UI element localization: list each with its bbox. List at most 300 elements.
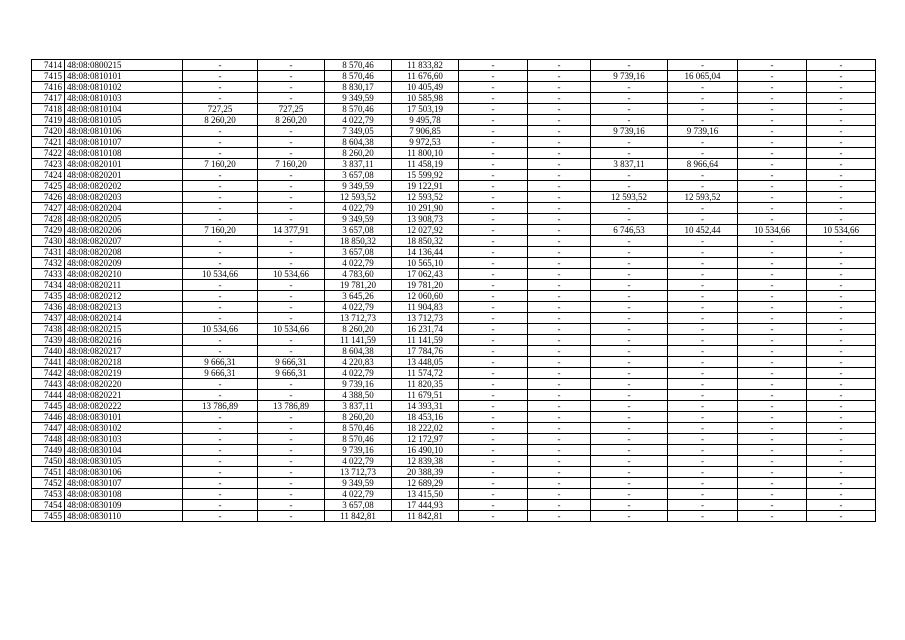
row-number-cell: 7415: [32, 71, 65, 82]
cadastral-number-cell: 48:08:0820207: [65, 236, 183, 247]
row-number-cell: 7443: [32, 379, 65, 390]
value-cell-6: 10 565,10: [392, 258, 459, 269]
value-cell-7: -: [459, 181, 528, 192]
value-cell-9: 9 739,16: [591, 126, 668, 137]
value-cell-11: -: [738, 313, 807, 324]
value-cell-7: -: [459, 258, 528, 269]
cadastral-number-cell: 48:08:0810102: [65, 82, 183, 93]
value-cell-8: -: [528, 203, 591, 214]
value-cell-8: -: [528, 357, 591, 368]
cadastral-number-cell: 48:08:0820101: [65, 159, 183, 170]
value-cell-11: -: [738, 335, 807, 346]
value-cell-3: 9 666,31: [183, 357, 258, 368]
value-cell-8: -: [528, 313, 591, 324]
value-cell-11: -: [738, 302, 807, 313]
cadastral-number-cell: 48:08:0820214: [65, 313, 183, 324]
value-cell-4: -: [258, 137, 325, 148]
value-cell-3: -: [183, 192, 258, 203]
value-cell-10: 8 966,64: [668, 159, 738, 170]
value-cell-8: -: [528, 390, 591, 401]
row-number-cell: 7427: [32, 203, 65, 214]
value-cell-7: -: [459, 170, 528, 181]
value-cell-3: 8 260,20: [183, 115, 258, 126]
table-row: [32, 104, 876, 115]
cadastral-number-cell: 48:08:0820218: [65, 357, 183, 368]
value-cell-7: -: [459, 346, 528, 357]
value-cell-10: -: [668, 489, 738, 500]
value-cell-9: -: [591, 511, 668, 522]
value-cell-9: -: [591, 445, 668, 456]
value-cell-4: -: [258, 379, 325, 390]
value-cell-6: 9 972,53: [392, 137, 459, 148]
value-cell-6: 17 784,76: [392, 346, 459, 357]
value-cell-4: -: [258, 423, 325, 434]
value-cell-4: -: [258, 390, 325, 401]
value-cell-6: 11 833,82: [392, 60, 459, 71]
table-body: [32, 60, 876, 522]
row-number-cell: 7432: [32, 258, 65, 269]
row-number-cell: 7446: [32, 412, 65, 423]
value-cell-6: 19 122,91: [392, 181, 459, 192]
value-cell-12: -: [807, 269, 876, 280]
value-cell-4: -: [258, 247, 325, 258]
cadastral-number-cell: 48:08:0820208: [65, 247, 183, 258]
value-cell-8: -: [528, 412, 591, 423]
value-cell-12: -: [807, 203, 876, 214]
value-cell-10: 16 065,04: [668, 71, 738, 82]
value-cell-4: 9 666,31: [258, 368, 325, 379]
value-cell-10: 12 593,52: [668, 192, 738, 203]
value-cell-6: 11 574,72: [392, 368, 459, 379]
value-cell-3: -: [183, 203, 258, 214]
value-cell-5: 13 712,73: [325, 313, 392, 324]
value-cell-6: 13 448,05: [392, 357, 459, 368]
row-number-cell: 7439: [32, 335, 65, 346]
cadastral-number-cell: 48:08:0820221: [65, 390, 183, 401]
value-cell-9: -: [591, 115, 668, 126]
cadastral-number-cell: 48:08:0820204: [65, 203, 183, 214]
value-cell-11: -: [738, 82, 807, 93]
value-cell-9: -: [591, 181, 668, 192]
table-row: [32, 258, 876, 269]
value-cell-12: -: [807, 434, 876, 445]
value-cell-11: -: [738, 126, 807, 137]
value-cell-10: -: [668, 379, 738, 390]
value-cell-10: -: [668, 247, 738, 258]
value-cell-8: -: [528, 324, 591, 335]
value-cell-6: 10 585,98: [392, 93, 459, 104]
value-cell-12: -: [807, 159, 876, 170]
value-cell-7: -: [459, 60, 528, 71]
value-cell-6: 11 676,60: [392, 71, 459, 82]
row-number-cell: 7426: [32, 192, 65, 203]
value-cell-9: -: [591, 500, 668, 511]
value-cell-7: -: [459, 412, 528, 423]
value-cell-5: 9 349,59: [325, 93, 392, 104]
value-cell-5: 11 141,59: [325, 335, 392, 346]
value-cell-7: -: [459, 82, 528, 93]
value-cell-7: -: [459, 489, 528, 500]
table-row: [32, 247, 876, 258]
value-cell-10: -: [668, 401, 738, 412]
value-cell-12: -: [807, 445, 876, 456]
row-number-cell: 7423: [32, 159, 65, 170]
value-cell-8: -: [528, 269, 591, 280]
value-cell-3: -: [183, 247, 258, 258]
cadastral-number-cell: 48:08:0820205: [65, 214, 183, 225]
value-cell-9: -: [591, 401, 668, 412]
row-number-cell: 7454: [32, 500, 65, 511]
value-cell-4: -: [258, 291, 325, 302]
cadastral-number-cell: 48:08:0830107: [65, 478, 183, 489]
row-number-cell: 7441: [32, 357, 65, 368]
value-cell-6: 12 060,60: [392, 291, 459, 302]
value-cell-12: -: [807, 126, 876, 137]
cadastral-number-cell: 48:08:0820210: [65, 269, 183, 280]
cadastral-number-cell: 48:08:0820209: [65, 258, 183, 269]
value-cell-11: -: [738, 478, 807, 489]
value-cell-5: 4 022,79: [325, 115, 392, 126]
value-cell-10: -: [668, 390, 738, 401]
value-cell-8: -: [528, 60, 591, 71]
value-cell-12: -: [807, 478, 876, 489]
value-cell-8: -: [528, 247, 591, 258]
value-cell-3: -: [183, 291, 258, 302]
value-cell-8: -: [528, 280, 591, 291]
value-cell-11: -: [738, 104, 807, 115]
value-cell-8: -: [528, 346, 591, 357]
value-cell-12: -: [807, 302, 876, 313]
value-cell-7: -: [459, 445, 528, 456]
value-cell-6: 18 453,16: [392, 412, 459, 423]
value-cell-11: -: [738, 489, 807, 500]
value-cell-5: 4 220,83: [325, 357, 392, 368]
value-cell-7: -: [459, 434, 528, 445]
row-number-cell: 7421: [32, 137, 65, 148]
value-cell-12: -: [807, 423, 876, 434]
value-cell-6: 9 495,78: [392, 115, 459, 126]
value-cell-8: -: [528, 368, 591, 379]
value-cell-6: 14 393,31: [392, 401, 459, 412]
row-number-cell: 7416: [32, 82, 65, 93]
value-cell-3: -: [183, 478, 258, 489]
value-cell-8: -: [528, 478, 591, 489]
value-cell-9: 3 837,11: [591, 159, 668, 170]
value-cell-4: -: [258, 478, 325, 489]
table-row: [32, 170, 876, 181]
value-cell-12: -: [807, 357, 876, 368]
value-cell-3: -: [183, 137, 258, 148]
value-cell-11: -: [738, 511, 807, 522]
value-cell-4: -: [258, 170, 325, 181]
table-row: [32, 159, 876, 170]
value-cell-4: -: [258, 203, 325, 214]
value-cell-10: -: [668, 313, 738, 324]
value-cell-11: -: [738, 214, 807, 225]
value-cell-4: 727,25: [258, 104, 325, 115]
table-row: [32, 412, 876, 423]
value-cell-5: 4 783,60: [325, 269, 392, 280]
value-cell-7: -: [459, 335, 528, 346]
value-cell-5: 4 022,79: [325, 302, 392, 313]
row-number-cell: 7429: [32, 225, 65, 236]
row-number-cell: 7450: [32, 456, 65, 467]
value-cell-11: -: [738, 148, 807, 159]
value-cell-5: 19 781,20: [325, 280, 392, 291]
row-number-cell: 7418: [32, 104, 65, 115]
value-cell-6: 19 781,20: [392, 280, 459, 291]
value-cell-8: -: [528, 71, 591, 82]
value-cell-6: 15 599,92: [392, 170, 459, 181]
value-cell-8: -: [528, 456, 591, 467]
row-number-cell: 7444: [32, 390, 65, 401]
value-cell-3: -: [183, 71, 258, 82]
cadastral-number-cell: 48:08:0830104: [65, 445, 183, 456]
value-cell-5: 8 570,46: [325, 434, 392, 445]
value-cell-7: -: [459, 500, 528, 511]
value-cell-11: -: [738, 93, 807, 104]
value-cell-6: 12 593,52: [392, 192, 459, 203]
cadastral-number-cell: 48:08:0830108: [65, 489, 183, 500]
cadastral-number-cell: 48:08:0810105: [65, 115, 183, 126]
value-cell-5: 3 837,11: [325, 159, 392, 170]
value-cell-12: -: [807, 170, 876, 181]
cadastral-number-cell: 48:08:0820213: [65, 302, 183, 313]
value-cell-5: 8 570,46: [325, 423, 392, 434]
value-cell-7: -: [459, 478, 528, 489]
value-cell-3: -: [183, 390, 258, 401]
value-cell-8: -: [528, 148, 591, 159]
table-row: [32, 500, 876, 511]
value-cell-7: -: [459, 225, 528, 236]
value-cell-12: -: [807, 236, 876, 247]
value-cell-9: -: [591, 467, 668, 478]
value-cell-11: -: [738, 247, 807, 258]
cadastral-number-cell: 48:08:0820206: [65, 225, 183, 236]
value-cell-5: 4 022,79: [325, 203, 392, 214]
value-cell-11: -: [738, 423, 807, 434]
value-cell-12: -: [807, 379, 876, 390]
value-cell-3: -: [183, 379, 258, 390]
cadastral-number-cell: 48:08:0820202: [65, 181, 183, 192]
value-cell-8: -: [528, 225, 591, 236]
value-cell-6: 13 908,73: [392, 214, 459, 225]
value-cell-10: 9 739,16: [668, 126, 738, 137]
value-cell-3: 7 160,20: [183, 225, 258, 236]
value-cell-9: -: [591, 423, 668, 434]
table-row: [32, 511, 876, 522]
value-cell-9: -: [591, 60, 668, 71]
value-cell-8: -: [528, 291, 591, 302]
cadastral-number-cell: 48:08:0830102: [65, 423, 183, 434]
value-cell-6: 17 444,93: [392, 500, 459, 511]
table-row: [32, 489, 876, 500]
value-cell-7: -: [459, 280, 528, 291]
value-cell-10: -: [668, 302, 738, 313]
value-cell-3: -: [183, 456, 258, 467]
value-cell-5: 3 657,08: [325, 225, 392, 236]
value-cell-5: 9 349,59: [325, 181, 392, 192]
value-cell-10: -: [668, 478, 738, 489]
value-cell-9: -: [591, 247, 668, 258]
table-row: [32, 379, 876, 390]
value-cell-10: -: [668, 203, 738, 214]
value-cell-6: 13 712,73: [392, 313, 459, 324]
value-cell-5: 4 022,79: [325, 456, 392, 467]
value-cell-5: 13 712,73: [325, 467, 392, 478]
table-row: [32, 192, 876, 203]
value-cell-11: -: [738, 390, 807, 401]
value-cell-10: -: [668, 269, 738, 280]
cadastral-number-cell: 48:08:0820203: [65, 192, 183, 203]
value-cell-5: 4 022,79: [325, 258, 392, 269]
value-cell-3: -: [183, 467, 258, 478]
value-cell-9: -: [591, 368, 668, 379]
value-cell-11: -: [738, 203, 807, 214]
value-cell-9: -: [591, 203, 668, 214]
value-cell-12: -: [807, 60, 876, 71]
value-cell-10: -: [668, 357, 738, 368]
cadastral-number-cell: 48:08:0810101: [65, 71, 183, 82]
value-cell-3: -: [183, 445, 258, 456]
cadastral-number-cell: 48:08:0830106: [65, 467, 183, 478]
value-cell-7: -: [459, 423, 528, 434]
row-number-cell: 7445: [32, 401, 65, 412]
value-cell-12: -: [807, 368, 876, 379]
value-cell-5: 8 260,20: [325, 412, 392, 423]
row-number-cell: 7442: [32, 368, 65, 379]
value-cell-10: -: [668, 104, 738, 115]
value-cell-3: 727,25: [183, 104, 258, 115]
value-cell-5: 3 657,08: [325, 500, 392, 511]
value-cell-10: -: [668, 236, 738, 247]
value-cell-11: -: [738, 291, 807, 302]
value-cell-12: -: [807, 489, 876, 500]
value-cell-5: 7 349,05: [325, 126, 392, 137]
value-cell-4: -: [258, 335, 325, 346]
data-table: [31, 59, 876, 522]
value-cell-12: -: [807, 324, 876, 335]
value-cell-5: 8 570,46: [325, 71, 392, 82]
value-cell-9: 9 739,16: [591, 71, 668, 82]
value-cell-9: -: [591, 104, 668, 115]
value-cell-5: 8 570,46: [325, 104, 392, 115]
value-cell-4: -: [258, 511, 325, 522]
table-row: [32, 82, 876, 93]
value-cell-7: -: [459, 214, 528, 225]
value-cell-3: 7 160,20: [183, 159, 258, 170]
value-cell-10: -: [668, 60, 738, 71]
value-cell-7: -: [459, 368, 528, 379]
value-cell-8: -: [528, 511, 591, 522]
value-cell-3: 10 534,66: [183, 269, 258, 280]
value-cell-10: 10 452,44: [668, 225, 738, 236]
value-cell-9: 12 593,52: [591, 192, 668, 203]
value-cell-10: -: [668, 93, 738, 104]
value-cell-10: -: [668, 137, 738, 148]
value-cell-11: -: [738, 456, 807, 467]
value-cell-8: -: [528, 126, 591, 137]
value-cell-12: -: [807, 467, 876, 478]
row-number-cell: 7424: [32, 170, 65, 181]
value-cell-10: -: [668, 445, 738, 456]
row-number-cell: 7419: [32, 115, 65, 126]
value-cell-9: -: [591, 280, 668, 291]
value-cell-11: -: [738, 500, 807, 511]
value-cell-11: -: [738, 159, 807, 170]
value-cell-4: 10 534,66: [258, 269, 325, 280]
value-cell-6: 16 490,10: [392, 445, 459, 456]
value-cell-9: -: [591, 357, 668, 368]
table-row: [32, 269, 876, 280]
value-cell-6: 7 906,85: [392, 126, 459, 137]
value-cell-4: -: [258, 313, 325, 324]
table-row: [32, 478, 876, 489]
cadastral-number-cell: 48:08:0820217: [65, 346, 183, 357]
row-number-cell: 7448: [32, 434, 65, 445]
row-number-cell: 7422: [32, 148, 65, 159]
table-row: [32, 335, 876, 346]
value-cell-5: 11 842,81: [325, 511, 392, 522]
value-cell-5: 8 260,20: [325, 324, 392, 335]
row-number-cell: 7431: [32, 247, 65, 258]
value-cell-7: -: [459, 159, 528, 170]
value-cell-11: -: [738, 280, 807, 291]
value-cell-11: -: [738, 192, 807, 203]
value-cell-4: -: [258, 126, 325, 137]
table-row: [32, 115, 876, 126]
row-number-cell: 7420: [32, 126, 65, 137]
value-cell-10: -: [668, 181, 738, 192]
value-cell-10: -: [668, 148, 738, 159]
row-number-cell: 7440: [32, 346, 65, 357]
value-cell-6: 12 172,97: [392, 434, 459, 445]
cadastral-number-cell: 48:08:0820215: [65, 324, 183, 335]
row-number-cell: 7414: [32, 60, 65, 71]
value-cell-3: -: [183, 489, 258, 500]
value-cell-5: 18 850,32: [325, 236, 392, 247]
value-cell-12: -: [807, 214, 876, 225]
value-cell-3: -: [183, 82, 258, 93]
value-cell-8: -: [528, 236, 591, 247]
value-cell-3: -: [183, 126, 258, 137]
value-cell-5: 8 604,38: [325, 137, 392, 148]
value-cell-8: -: [528, 335, 591, 346]
value-cell-11: -: [738, 434, 807, 445]
value-cell-9: -: [591, 302, 668, 313]
cadastral-number-cell: 48:08:0820219: [65, 368, 183, 379]
value-cell-12: -: [807, 500, 876, 511]
value-cell-6: 11 842,81: [392, 511, 459, 522]
value-cell-5: 3 657,08: [325, 247, 392, 258]
value-cell-10: -: [668, 467, 738, 478]
value-cell-6: 11 820,35: [392, 379, 459, 390]
value-cell-5: 12 593,52: [325, 192, 392, 203]
value-cell-6: 18 850,32: [392, 236, 459, 247]
value-cell-3: -: [183, 181, 258, 192]
value-cell-12: -: [807, 456, 876, 467]
value-cell-4: 10 534,66: [258, 324, 325, 335]
value-cell-6: 13 415,50: [392, 489, 459, 500]
value-cell-9: -: [591, 379, 668, 390]
value-cell-9: -: [591, 269, 668, 280]
value-cell-6: 18 222,02: [392, 423, 459, 434]
value-cell-9: -: [591, 434, 668, 445]
value-cell-8: -: [528, 137, 591, 148]
table-row: [32, 203, 876, 214]
table-row: [32, 368, 876, 379]
value-cell-5: 9 349,59: [325, 478, 392, 489]
